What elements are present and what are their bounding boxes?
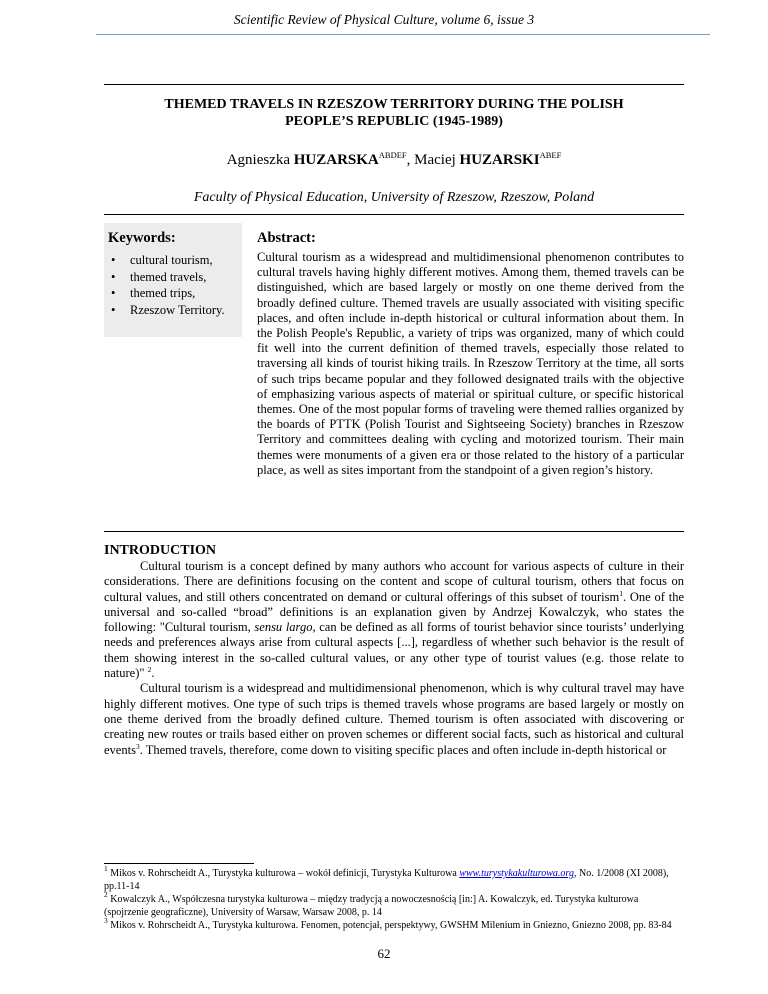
- footnote-text: Mikos v. Rohrscheidt A., Turystyka kulturowa. Fenomen, potencjał, perspektywy, GWSHM Milenium in Gniezno, Gniezno 2008, pp. 83-84: [107, 920, 672, 931]
- abstract-box: [257, 223, 684, 478]
- intro-p1-text: Cultural tourism is a concept defined by many authors who account for various aspects of culture in their considerations. There are definitions focusing on the content and scope of cultural tourism, others that focus on cultural values, and still others concentrated on demand or cultural offerings of this subset of tourism: [104, 559, 684, 604]
- intro-p1-italic: sensu largo,: [254, 620, 316, 635]
- keyword-item: • themed travels,: [108, 269, 242, 286]
- introduction-body: [104, 559, 684, 758]
- footnote-number: 3: [104, 916, 108, 925]
- intro-p1-text: can be defined as all forms of tourist behavior since tourists’ underlying needs and preferences always arise from cultural aspects [...], regardless of whether such behavior is the result of them showing interest in the so-called cultural values, or any other type of tourist values (e.g. those relate to nature)": [104, 620, 684, 681]
- keywords-list: [108, 252, 242, 318]
- author-1-contrib: ABDEF: [378, 150, 407, 160]
- page-number: 62: [377, 946, 391, 961]
- footnote-3: [104, 916, 684, 933]
- affiliation: Faculty of Physical Education, University of Rzeszow, Rzeszow, Poland: [193, 190, 595, 205]
- footnote-link[interactable]: www.turystykakulturowa.org: [459, 868, 574, 879]
- intro-p1-text: .: [151, 666, 155, 681]
- footnote-ref-2[interactable]: 2: [147, 665, 152, 675]
- footnote-number: 2: [104, 890, 108, 899]
- introduction-heading: INTRODUCTION: [104, 543, 217, 558]
- author-separator: ,: [406, 152, 415, 168]
- footnote-text: Kowalczyk A., Współczesna turystyka kulturowa – między tradycją a nowoczesnością [in:] A. Kowalczyk, ed. Turystyka kulturowa (spojrzenie geograficzne), University of Warsaw, Warsaw 2008, p. 14: [104, 894, 639, 918]
- title-line-1: THEMED TRAVELS IN RZESZOW TERRITORY DURING THE POLISH: [164, 97, 624, 112]
- footnote-2: [104, 890, 684, 919]
- intro-p2-text: . Themed travels, therefore, come down to visiting specific places and often include in-depth historical or: [139, 742, 667, 757]
- footnote-text: Mikos v. Rohrscheidt A., Turystyka kulturowa – wokół definicji, Turystyka Kulturowa: [107, 868, 460, 879]
- author-2-contrib: ABEF: [539, 150, 562, 160]
- abstract-text: Cultural tourism as a widespread and multidimensional phenomenon contributes to cultural travels having highly different motives. Among them, themed travels can be distinguished, which are based largely or mostly on one theme derived from the broadly defined culture. Themed travels are usually associated with visiting specific places, and often include in-depth historical or cultural information about them. In the Polish People's Republic, a variety of trips was organized, many of which could fit well into the current definition of themed travels, especially those related to traversing all kinds of tourist hiking trails. In Rzeszow Territory at the time, all sorts of such trips became popular and they followed designated trails with the objective of emphasizing various aspects of material or spiritual culture, or specific historical themes. One of the most popular forms of traveling were themed rallies organized by the boards of PTTK (Polish Tourist and Sightseeing Society) branches in Rzeszow Territory and committees dealing with cycling and motorized tourism. Their main themes were monuments of a given era or those related to the history of a particular place, as well as sites important from the standpoint of a given region’s history.: [257, 250, 684, 477]
- keywords-heading: Keywords:: [108, 230, 176, 246]
- footnote-1: [104, 864, 684, 893]
- title-top-rule: [104, 84, 684, 85]
- author-1-last: HUZARSKA: [293, 152, 379, 168]
- footnote-ref-1[interactable]: 1: [619, 588, 623, 598]
- header-rule: [96, 34, 710, 35]
- author-2-last: HUZARSKI: [459, 152, 540, 168]
- author-2-first: Maciej: [414, 152, 456, 168]
- footnote-ref-3[interactable]: 3: [135, 741, 140, 751]
- keyword-item: • cultural tourism,: [108, 252, 242, 269]
- title-line-2: PEOPLE’S REPUBLIC (1945-1989): [285, 114, 503, 129]
- footnotes: [104, 864, 684, 934]
- journal-header: Scientific Review of Physical Culture, volume 6, issue 3: [233, 12, 535, 27]
- footnote-rule: [104, 863, 254, 864]
- keyword-item: • themed trips,: [108, 285, 242, 302]
- author-list: [104, 150, 684, 169]
- abstract-heading: Abstract:: [257, 230, 316, 246]
- footnote-text: , No. 1/2008 (XI 2008), pp.11-14: [104, 868, 669, 892]
- intro-p1-text: . One of the universal and so-called “broad” definitions is an explanation given by Andrzej Kowalczyk, who states the following: "Cultural tourism,: [104, 589, 684, 635]
- footnote-number: 1: [104, 864, 108, 873]
- keywords-box: [104, 223, 242, 337]
- paper-title: [104, 96, 684, 130]
- keyword-item: • Rzeszow Territory.: [108, 302, 242, 319]
- author-1-first: Agnieszka: [226, 152, 290, 168]
- intro-paragraph-1: [104, 559, 684, 681]
- intro-paragraph-2: [104, 681, 684, 757]
- intro-p2-text: Cultural tourism is a widespread and multidimensional phenomenon, which is why cultural travel may have highly different motives. One type of such trips is themed travels whose programs are based largely or mostly on one theme derived from the broadly defined culture. Themed tourism is often associated with discovering or creating new routes or trails based either on proven schemes or different social facts, such as historical and cultural events: [104, 681, 684, 757]
- abstract-top-rule: [104, 214, 684, 215]
- abstract-bottom-rule: [104, 531, 684, 532]
